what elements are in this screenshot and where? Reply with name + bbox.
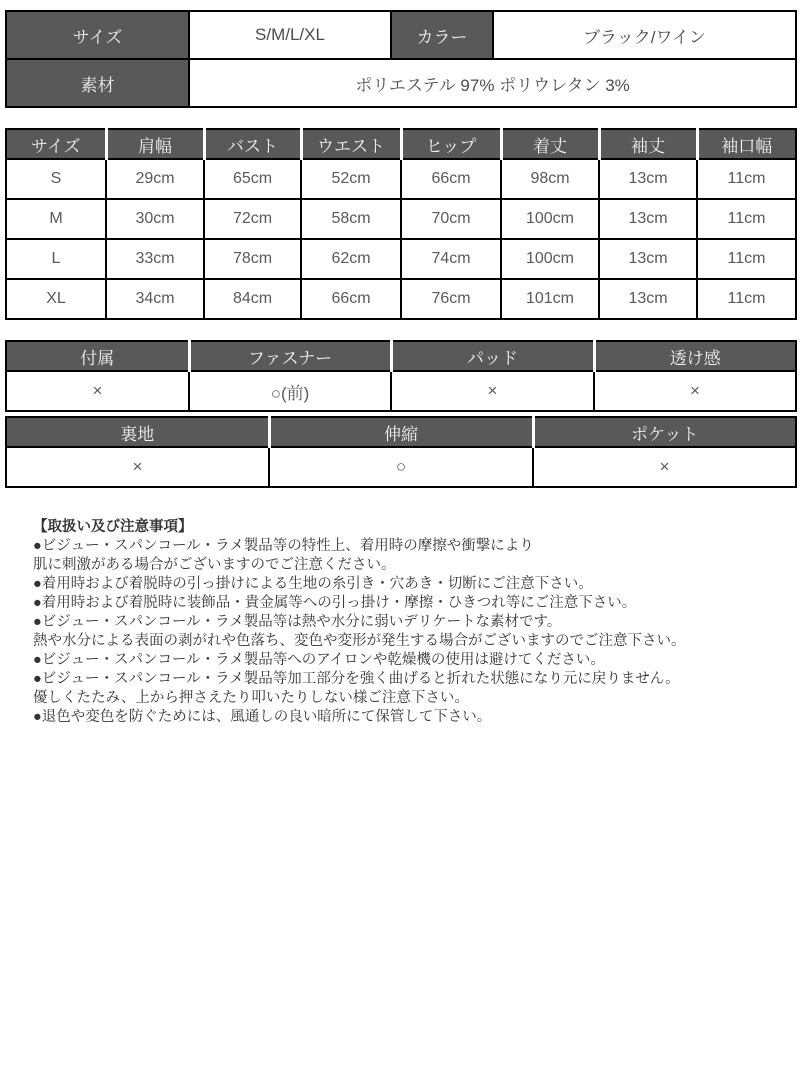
size-chart-cell: M bbox=[6, 199, 106, 239]
size-chart-header: ウエスト bbox=[301, 129, 401, 159]
care-note-line: ●ビジュー・スパンコール・ラメ製品等の特性上、着用時の摩擦や衝撃により bbox=[33, 538, 534, 554]
size-chart-cell: 13cm bbox=[599, 199, 697, 239]
features-table-a bbox=[5, 340, 797, 412]
size-chart-cell: 72cm bbox=[204, 199, 301, 239]
features-a-value: × bbox=[594, 371, 796, 411]
size-chart-header-row bbox=[6, 129, 796, 159]
size-chart-cell: 13cm bbox=[599, 279, 697, 319]
features-a-header: 透け感 bbox=[594, 341, 796, 371]
care-notes-title: 【取扱い及び注意事項】 bbox=[33, 519, 193, 535]
features-b-value: × bbox=[6, 447, 269, 487]
size-chart-cell: 52cm bbox=[301, 159, 401, 199]
size-chart-cell: S bbox=[6, 159, 106, 199]
material-value: ポリエステル 97% ポリウレタン 3% bbox=[189, 59, 796, 107]
size-chart-cell: 70cm bbox=[401, 199, 501, 239]
features-b-header: ポケット bbox=[533, 417, 796, 447]
size-chart-cell: 11cm bbox=[697, 199, 796, 239]
care-note-line: ●退色や変色を防ぐためには、風通しの良い暗所にて保管して下さい。 bbox=[33, 709, 492, 725]
size-chart-cell: 29cm bbox=[106, 159, 204, 199]
care-note-line: 熱や水分による表面の剥がれや色落ち、変色や変形が発生する場合がございますのでご注意下さい。 bbox=[33, 633, 686, 649]
size-chart-header: 着丈 bbox=[501, 129, 599, 159]
size-chart-header: 袖丈 bbox=[599, 129, 697, 159]
summary-table bbox=[5, 10, 797, 108]
size-chart-header: サイズ bbox=[6, 129, 106, 159]
size-chart-cell: 58cm bbox=[301, 199, 401, 239]
size-chart-header: バスト bbox=[204, 129, 301, 159]
features-a-header: ファスナー bbox=[189, 341, 391, 371]
color-label: カラー bbox=[391, 11, 493, 59]
features-a-value: × bbox=[6, 371, 189, 411]
size-chart-cell: 66cm bbox=[301, 279, 401, 319]
care-notes bbox=[5, 518, 795, 727]
features-a-value: × bbox=[391, 371, 594, 411]
features-b-header-row bbox=[6, 417, 796, 447]
color-value: ブラック/ワイン bbox=[493, 11, 796, 59]
size-chart-header: 肩幅 bbox=[106, 129, 204, 159]
size-chart-cell: 34cm bbox=[106, 279, 204, 319]
size-chart-cell: L bbox=[6, 239, 106, 279]
size-chart-row-xl bbox=[6, 279, 796, 319]
size-chart-cell: 11cm bbox=[697, 239, 796, 279]
features-a-value: ○(前) bbox=[189, 371, 391, 411]
size-chart-cell: 11cm bbox=[697, 279, 796, 319]
size-chart-cell: 65cm bbox=[204, 159, 301, 199]
care-note-line: ●ビジュー・スパンコール・ラメ製品等は熱や水分に弱いデリケートな素材です。 bbox=[33, 614, 562, 630]
size-chart-cell: 13cm bbox=[599, 239, 697, 279]
features-b-value: × bbox=[533, 447, 796, 487]
size-chart-row-m bbox=[6, 199, 796, 239]
features-b-value: ○ bbox=[269, 447, 533, 487]
size-value: S/M/L/XL bbox=[189, 11, 391, 59]
size-chart-cell: 100cm bbox=[501, 199, 599, 239]
features-b-header: 伸縮 bbox=[269, 417, 533, 447]
care-note-line: ●着用時および着脱時に装飾品・貴金属等への引っ掛け・摩擦・ひきつれ等にご注意下さい。 bbox=[33, 595, 637, 611]
size-chart-cell: 30cm bbox=[106, 199, 204, 239]
size-chart-cell: 101cm bbox=[501, 279, 599, 319]
size-chart-cell: 33cm bbox=[106, 239, 204, 279]
summary-row-size-color bbox=[6, 11, 796, 59]
features-a-header: パッド bbox=[391, 341, 594, 371]
size-chart-cell: 84cm bbox=[204, 279, 301, 319]
features-b-header: 裏地 bbox=[6, 417, 269, 447]
size-chart-cell: 100cm bbox=[501, 239, 599, 279]
size-chart-cell: 11cm bbox=[697, 159, 796, 199]
summary-row-material bbox=[6, 59, 796, 107]
size-chart-cell: 98cm bbox=[501, 159, 599, 199]
size-chart-cell: 74cm bbox=[401, 239, 501, 279]
care-note-line: 肌に刺激がある場合がございますのでご注意ください。 bbox=[33, 557, 396, 573]
features-table-b bbox=[5, 416, 797, 488]
material-label: 素材 bbox=[6, 59, 189, 107]
size-chart-row-s bbox=[6, 159, 796, 199]
size-chart-cell: 76cm bbox=[401, 279, 501, 319]
features-a-header: 付属 bbox=[6, 341, 189, 371]
size-chart-header: 袖口幅 bbox=[697, 129, 796, 159]
care-note-line: 優しくたたみ、上から押さえたり叩いたりしない様ご注意下さい。 bbox=[33, 690, 469, 706]
care-note-line: ●ビジュー・スパンコール・ラメ製品等へのアイロンや乾燥機の使用は避けてください。 bbox=[33, 652, 605, 668]
size-chart-table bbox=[5, 128, 797, 320]
size-chart-cell: 62cm bbox=[301, 239, 401, 279]
size-chart-cell: 78cm bbox=[204, 239, 301, 279]
features-b-value-row bbox=[6, 447, 796, 487]
size-label: サイズ bbox=[6, 11, 189, 59]
size-chart-cell: XL bbox=[6, 279, 106, 319]
features-a-header-row bbox=[6, 341, 796, 371]
care-note-line: ●ビジュー・スパンコール・ラメ製品等加工部分を強く曲げると折れた状態になり元に戻りません。 bbox=[33, 671, 680, 687]
size-chart-cell: 66cm bbox=[401, 159, 501, 199]
size-chart-header: ヒップ bbox=[401, 129, 501, 159]
care-note-line: ●着用時および着脱時の引っ掛けによる生地の糸引き・穴あき・切断にご注意下さい。 bbox=[33, 576, 593, 592]
size-chart-cell: 13cm bbox=[599, 159, 697, 199]
size-chart-row-l bbox=[6, 239, 796, 279]
features-a-value-row bbox=[6, 371, 796, 411]
